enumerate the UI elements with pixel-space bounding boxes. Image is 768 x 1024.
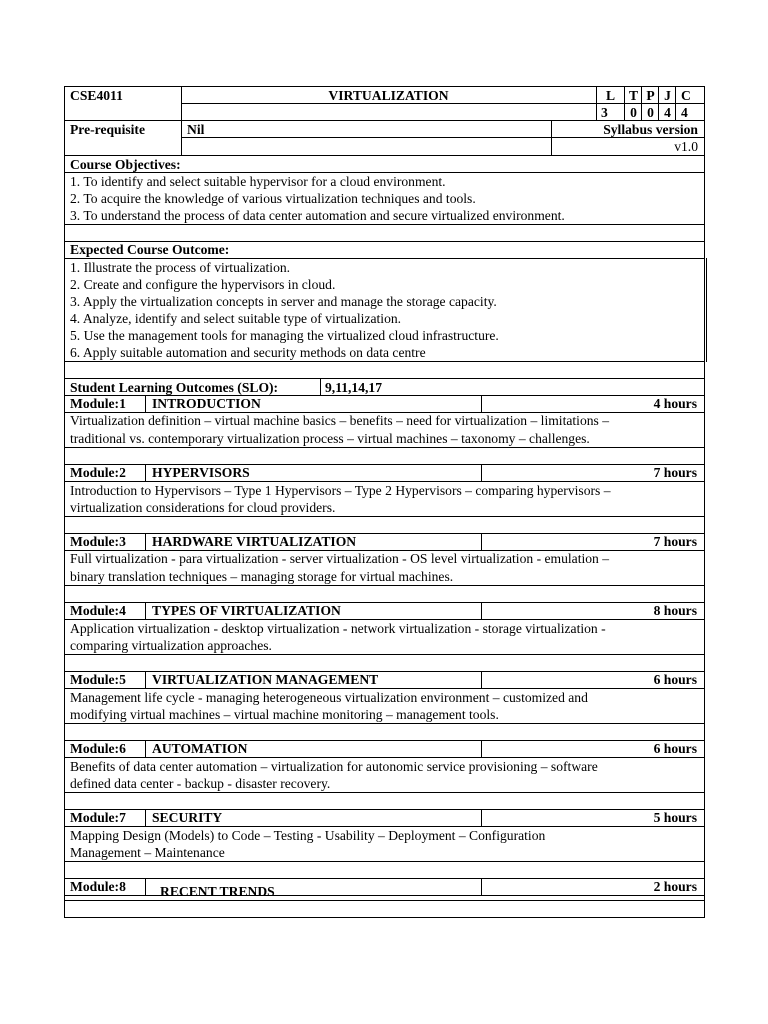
table-rule <box>145 671 146 689</box>
course-code: CSE4011 <box>70 88 123 103</box>
outcome-item: 3. Apply the virtualization concepts in server and manage the storage capacity. <box>70 294 497 309</box>
table-rule <box>145 809 146 827</box>
module-description: Management life cycle - managing heterogeneous virtualization environment – customized and <box>70 690 588 705</box>
module-label: Module:4 <box>70 603 126 618</box>
module-hours: 2 hours <box>653 879 697 894</box>
module-description: Full virtualization - para virtualization - server virtualization - OS level virtualization - emulation – <box>70 551 610 566</box>
ltpjc-label-j: J <box>664 88 671 103</box>
table-rule <box>64 792 705 793</box>
module-title: INTRODUCTION <box>152 396 261 411</box>
module-hours: 6 hours <box>653 672 697 687</box>
module-hours: 4 hours <box>653 396 697 411</box>
module-label: Module:2 <box>70 465 126 480</box>
table-rule <box>145 464 146 482</box>
module-description: traditional vs. contemporary virtualization process – virtual machines – taxonomy – challenges. <box>70 431 590 446</box>
module-description: modifying virtual machines – virtual machine monitoring – management tools. <box>70 707 499 722</box>
syllabus-version-label: Syllabus version <box>603 122 698 137</box>
syllabus-version-value: v1.0 <box>674 139 698 154</box>
module-hours: 7 hours <box>653 465 697 480</box>
module-title: RECENT TRENDS <box>160 884 275 899</box>
module-label: Module:1 <box>70 396 126 411</box>
table-rule <box>64 723 705 724</box>
outcome-item: 5. Use the management tools for managing the virtualized cloud infrastructure. <box>70 328 499 343</box>
objective-item: 3. To understand the process of data center automation and secure virtualized environment. <box>70 208 565 223</box>
module-description: Mapping Design (Models) to Code – Testing - Usability – Deployment – Configuration <box>70 828 546 843</box>
outcome-item: 1. Illustrate the process of virtualization. <box>70 260 291 275</box>
ltpjc-label-l: L <box>605 88 616 103</box>
table-rule <box>145 740 146 758</box>
outcomes-heading: Expected Course Outcome: <box>70 242 230 257</box>
module-hours: 6 hours <box>653 741 697 756</box>
table-rule <box>706 258 707 362</box>
table-rule <box>145 878 146 896</box>
table-rule <box>64 516 705 517</box>
module-description: virtualization considerations for cloud providers. <box>70 500 336 515</box>
module-description: Benefits of data center automation – virtualization for autonomic service provisioning – software <box>70 759 598 774</box>
module-description: Virtualization definition – virtual machine basics – benefits – need for virtualization – limitations – <box>70 413 610 428</box>
objectives-heading: Course Objectives: <box>70 157 181 172</box>
table-rule <box>145 395 146 413</box>
objective-item: 2. To acquire the knowledge of various virtualization techniques and tools. <box>70 191 476 206</box>
module-description: binary translation techniques – managing storage for virtual machines. <box>70 569 454 584</box>
module-label: Module:5 <box>70 672 126 687</box>
table-rule <box>64 654 705 655</box>
table-rule <box>64 861 705 862</box>
ltpjc-label-p: P <box>646 88 655 103</box>
module-label: Module:6 <box>70 741 126 756</box>
table-rule <box>64 447 705 448</box>
module-description: Application virtualization - desktop virtualization - network virtualization - storage virtualization - <box>70 621 606 636</box>
module-label: Module:7 <box>70 810 126 825</box>
slo-value: 9,11,14,17 <box>325 380 383 395</box>
table-rule <box>145 602 146 620</box>
table-rule <box>64 224 705 225</box>
module-title: VIRTUALIZATION MANAGEMENT <box>152 672 379 687</box>
module-title: HYPERVISORS <box>152 465 250 480</box>
table-rule <box>64 86 65 918</box>
table-rule <box>64 917 705 918</box>
table-rule <box>64 585 705 586</box>
outcome-item: 4. Analyze, identify and select suitable type of virtualization. <box>70 311 402 326</box>
module-title: SECURITY <box>152 810 223 825</box>
table-rule <box>64 900 705 901</box>
ltpjc-label-t: T <box>628 88 639 103</box>
outcome-item: 6. Apply suitable automation and security methods on data centre <box>70 345 426 360</box>
slo-label: Student Learning Outcomes (SLO): <box>70 380 279 395</box>
ltpjc-value-p: 0 <box>647 105 654 120</box>
module-hours: 5 hours <box>653 810 697 825</box>
module-description: Introduction to Hypervisors – Type 1 Hypervisors – Type 2 Hypervisors – comparing hypervisors – <box>70 483 611 498</box>
prerequisite-value: Nil <box>187 122 205 137</box>
module-hours: 8 hours <box>653 603 697 618</box>
table-rule <box>64 361 705 362</box>
module-description: Management – Maintenance <box>70 845 225 860</box>
ltpjc-label-c: C <box>681 88 691 103</box>
course-title: VIRTUALIZATION <box>328 88 449 103</box>
module-title: AUTOMATION <box>152 741 248 756</box>
ltpjc-value-l: 3 <box>601 105 608 120</box>
table-rule <box>145 533 146 551</box>
ltpjc-value-c: 4 <box>681 105 688 120</box>
module-description: comparing virtualization approaches. <box>70 638 272 653</box>
outcome-item: 2. Create and configure the hypervisors in cloud. <box>70 277 336 292</box>
table-rule <box>704 86 705 918</box>
table-rule <box>320 378 321 396</box>
module-label: Module:3 <box>70 534 126 549</box>
ltpjc-value-t: 0 <box>630 105 637 120</box>
objective-item: 1. To identify and select suitable hypervisor for a cloud environment. <box>70 174 446 189</box>
module-label: Module:8 <box>70 879 126 894</box>
module-title: TYPES OF VIRTUALIZATION <box>152 603 341 618</box>
module-description: defined data center - backup - disaster recovery. <box>70 776 331 791</box>
module-title: HARDWARE VIRTUALIZATION <box>152 534 357 549</box>
module-hours: 7 hours <box>653 534 697 549</box>
prerequisite-label: Pre-requisite <box>70 122 145 137</box>
ltpjc-value-j: 4 <box>664 105 671 120</box>
